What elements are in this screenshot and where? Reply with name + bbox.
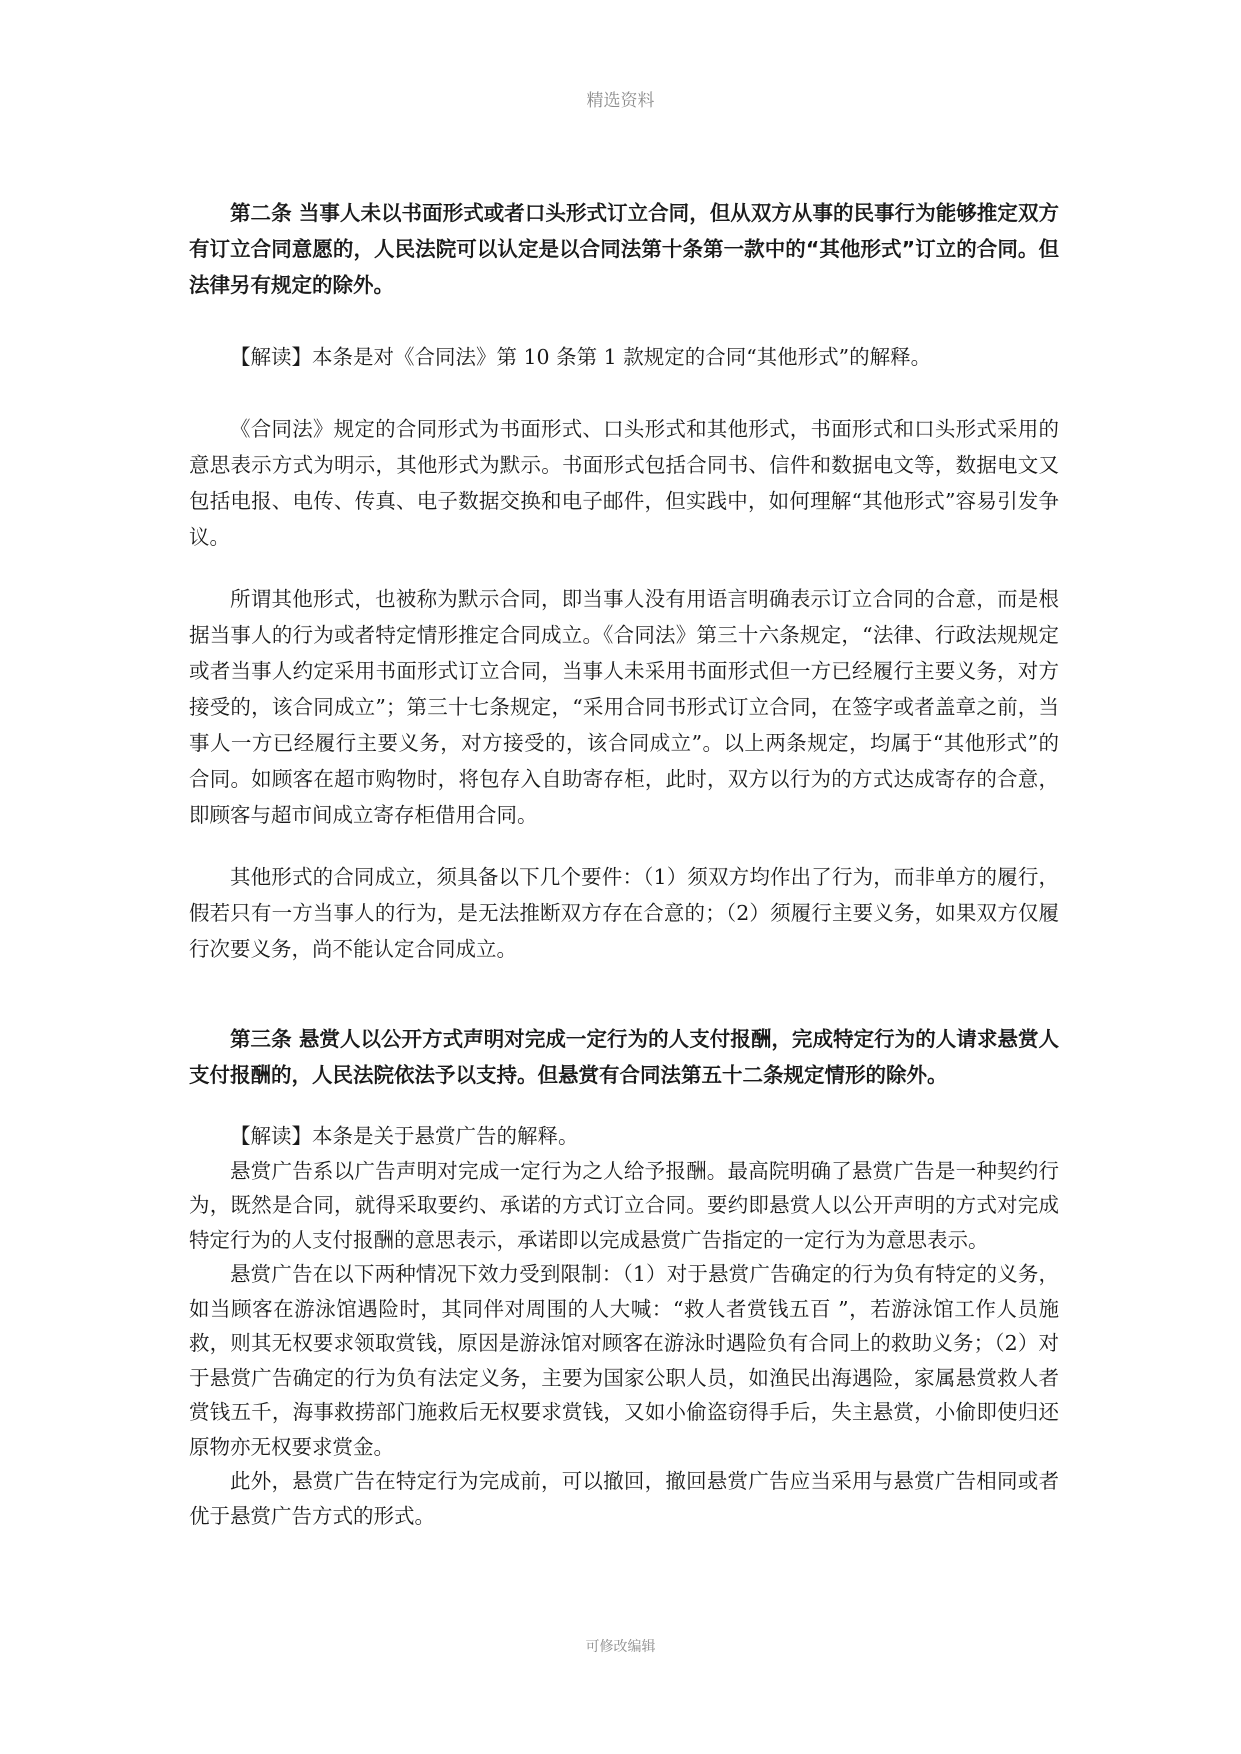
article-3-interpretation: 【解读】本条是关于悬赏广告的解释。: [230, 1124, 579, 1148]
page-header: 精选资料: [586, 91, 655, 111]
page-footer: 可修改编辑: [585, 1639, 656, 1655]
article-2-paragraph-1: 《合同法》规定的合同形式为书面形式、口头形式和其他形式，书面形式和口头形式采用的意思表示方式为明示，其他形式为默示。书面形式包括合同书、信件和数据电文等，数据电文又包括电报、电传、传真、电子数据交换和电子邮件，但实践中，如何理解“其他形式”容易引发争议。: [189, 417, 1059, 549]
article-3-paragraph-2: 悬赏广告在以下两种情况下效力受到限制：（1）对于悬赏广告确定的行为负有特定的义务，如当顾客在游泳馆遇险时，其同伴对周围的人大喊：“救人者赏钱五百 ”，若游泳馆工作人员施救，则其无权要求领取赏钱，原因是游泳馆对顾客在游泳时遇险负有合同上的救助义务；（2）对于悬赏广告确定的行为负有法定义务，主要为国家公职人员，如渔民出海遇险，家属悬赏救人者赏钱五千，海事救捞部门施救后无权要求赏钱，又如小偷盗窃得手后，失主悬赏，小偷即使归还原物亦无权要求赏金。: [189, 1262, 1059, 1459]
article-3-paragraph-3: 此外，悬赏广告在特定行为完成前，可以撤回，撤回悬赏广告应当采用与悬赏广告相同或者优于悬赏广告方式的形式。: [189, 1469, 1059, 1528]
article-2-heading: 第二条 当事人未以书面形式或者口头形式订立合同，但从双方从事的民事行为能够推定双方有订立合同意愿的，人民法院可以认定是以合同法第十条第一款中的“其他形式”订立的合同。但法律另有规定的除外。: [189, 201, 1059, 297]
document-body: [189, 195, 1059, 1533]
article-2-paragraph-3: 其他形式的合同成立，须具备以下几个要件：（1）须双方均作出了行为，而非单方的履行，假若只有一方当事人的行为，是无法推断双方存在合意的；（2）须履行主要义务，如果双方仅履行次要义务，尚不能认定合同成立。: [189, 865, 1059, 961]
article-2-interpretation: 【解读】本条是对《合同法》第 10 条第 1 款规定的合同“其他形式”的解释。: [230, 345, 932, 369]
article-3-heading: 第三条 悬赏人以公开方式声明对完成一定行为的人支付报酬，完成特定行为的人请求悬赏人支付报酬的，人民法院依法予以支持。但悬赏有合同法第五十二条规定情形的除外。: [189, 1027, 1059, 1087]
article-2-paragraph-2: 所谓其他形式，也被称为默示合同，即当事人没有用语言明确表示订立合同的合意，而是根据当事人的行为或者特定情形推定合同成立。《合同法》第三十六条规定，“法律、行政法规规定或者当事人约定采用书面形式订立合同，当事人未采用书面形式但一方已经履行主要义务，对方接受的，该合同成立”；第三十七条规定，“采用合同书形式订立合同，在签字或者盖章之前，当事人一方已经履行主要义务，对方接受的，该合同成立”。以上两条规定，均属于“其他形式”的合同。如顾客在超市购物时，将包存入自助寄存柜，此时，双方以行为的方式达成寄存的合意，即顾客与超市间成立寄存柜借用合同。: [189, 587, 1059, 827]
article-3-paragraph-1: 悬赏广告系以广告声明对完成一定行为之人给予报酬。最高院明确了悬赏广告是一种契约行为，既然是合同，就得采取要约、承诺的方式订立合同。要约即悬赏人以公开声明的方式对完成特定行为的人支付报酬的意思表示，承诺即以完成悬赏广告指定的一定行为为意思表示。: [189, 1158, 1059, 1252]
